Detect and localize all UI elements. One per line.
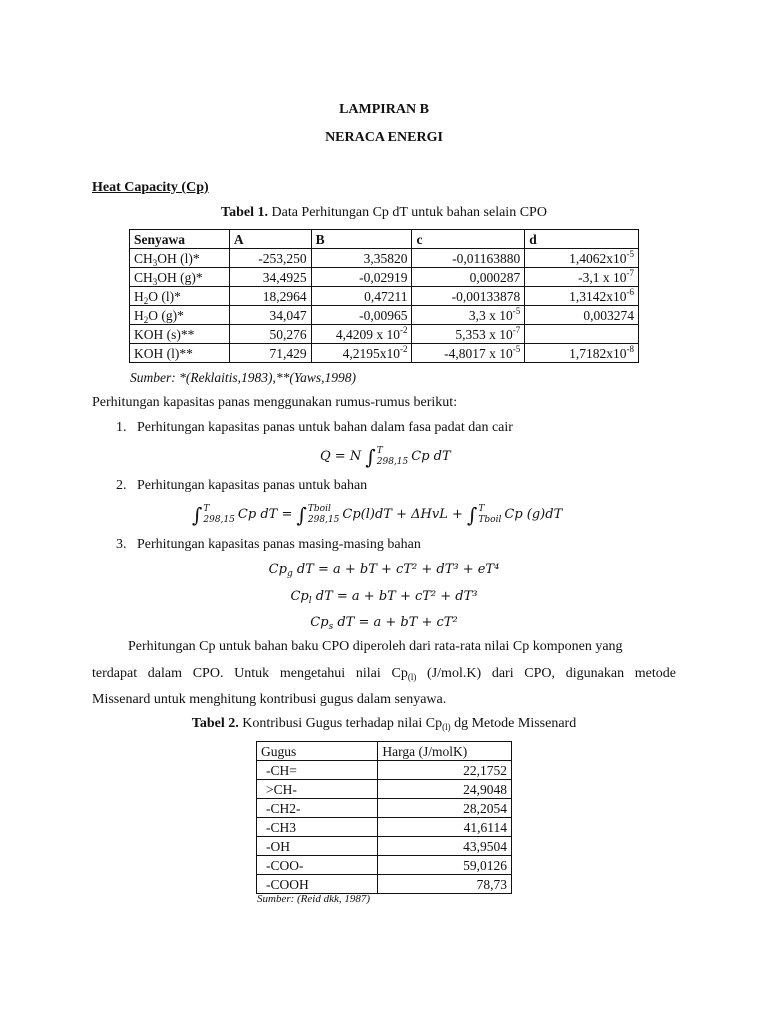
table-row bbox=[130, 249, 639, 268]
table-row bbox=[257, 799, 512, 818]
appendix-subtitle: NERACA ENERGI bbox=[325, 130, 443, 145]
table-cell: -0,00965 bbox=[311, 306, 412, 325]
table2-source: Sumber: (Reid dkk, 1987) bbox=[257, 893, 371, 905]
table1-caption-label: Tabel 1. bbox=[221, 205, 268, 220]
table-cell: 43,9504 bbox=[378, 837, 512, 856]
table-cell: 0,47211 bbox=[311, 287, 412, 306]
table-cell: 50,276 bbox=[229, 325, 311, 344]
equation-4: $Cp_l$ dT = a + bT + cT² + dT³ bbox=[290, 589, 478, 606]
table-cell: $H_2O$ (l)* bbox=[130, 287, 230, 306]
table1-header-senyawa: Senyawa bbox=[130, 230, 230, 249]
table-cell: $4,2195x10^{-2}$ bbox=[311, 344, 412, 363]
table-cell: $1,4062x10^{-5}$ bbox=[525, 249, 639, 268]
table-cell: -OH bbox=[257, 837, 378, 856]
table-cell: 5,353 x $10^{-7}$ bbox=[412, 325, 525, 344]
equation-1: Q = N ∫ T 298,15 Cp dT bbox=[320, 445, 451, 469]
table-row bbox=[257, 875, 512, 894]
table-cell: $CH_3OH$ (l)* bbox=[130, 249, 230, 268]
table-cell: 18,2964 bbox=[229, 287, 311, 306]
table-cell bbox=[525, 325, 639, 344]
paragraph-line: terdapat dalam CPO. Untuk mengetahui nilai $Cp_{(l)}$ (J/mol.K) dari CPO, digunakan metode bbox=[92, 666, 676, 682]
table-row bbox=[257, 856, 512, 875]
table-row bbox=[130, 344, 639, 363]
intro-text: Perhitungan kapasitas panas menggunakan rumus-rumus berikut: bbox=[92, 395, 458, 410]
table-cell: 24,9048 bbox=[378, 780, 512, 799]
table-cell: 78,73 bbox=[378, 875, 512, 894]
table-row bbox=[130, 325, 639, 344]
table-cell: $1,7182x10^{-8}$ bbox=[525, 344, 639, 363]
table-cell: $H_2O$ (g)* bbox=[130, 306, 230, 325]
table-cell: -3,1 x $10^{-7}$ bbox=[525, 268, 639, 287]
table-cell: -0,02919 bbox=[311, 268, 412, 287]
table-cell: 0,000287 bbox=[412, 268, 525, 287]
table-cell: -CH= bbox=[257, 761, 378, 780]
table2-header-harga: Harga (J/molK) bbox=[378, 742, 512, 761]
table-cell: 59,0126 bbox=[378, 856, 512, 875]
table1 bbox=[129, 229, 639, 363]
table-cell: >CH- bbox=[257, 780, 378, 799]
table1-caption-text: Data Perhitungan Cp dT untuk bahan selain CPO bbox=[268, 205, 547, 220]
table2-caption-label: Tabel 2. bbox=[191, 716, 239, 731]
table-cell: 34,047 bbox=[229, 306, 311, 325]
section-heading: Heat Capacity (Cp) bbox=[92, 180, 209, 195]
table-cell: 22,1752 bbox=[378, 761, 512, 780]
table-cell: -0,01163880 bbox=[412, 249, 525, 268]
table-cell: -COO- bbox=[257, 856, 378, 875]
list-item: 2. Perhitungan kapasitas panas untuk bahan bbox=[116, 478, 368, 493]
table-cell: KOH (l)** bbox=[130, 344, 230, 363]
appendix-title: LAMPIRAN B bbox=[339, 102, 429, 117]
table-cell: 4,4209 x $10^{-2}$ bbox=[311, 325, 412, 344]
list-item: 1. Perhitungan kapasitas panas untuk bahan dalam fasa padat dan cair bbox=[116, 420, 513, 435]
equation-5: $Cp_s$ dT = a + bT + cT² bbox=[310, 615, 458, 632]
table1-header-a: A bbox=[229, 230, 311, 249]
table-cell: 3,3 x $10^{-5}$ bbox=[412, 306, 525, 325]
table2-caption: Tabel 2. Kontribusi Gugus terhadap nilai $Cp_{(l)}$ dg Metode Missenard bbox=[191, 716, 577, 732]
table-row bbox=[130, 287, 639, 306]
equation-3: $Cp_g$ dT = a + bT + cT² + dT³ + eT⁴ bbox=[268, 562, 500, 579]
table-cell: -253,250 bbox=[229, 249, 311, 268]
table-cell: 0,003274 bbox=[525, 306, 639, 325]
table-cell: -4,8017 x $10^{-5}$ bbox=[412, 344, 525, 363]
equation-2: ∫ T 298,15 Cp dT = ∫ Tboil 298,15 Cp(l)dT + ΔHvL + ∫ T Tboil Cp (g)dT bbox=[192, 503, 563, 527]
table-cell: -CH2- bbox=[257, 799, 378, 818]
table1-caption bbox=[0, 205, 768, 221]
table-cell: 71,429 bbox=[229, 344, 311, 363]
table-cell: 28,2054 bbox=[378, 799, 512, 818]
table-row bbox=[257, 780, 512, 799]
table-row bbox=[130, 306, 639, 325]
table-cell: KOH (s)** bbox=[130, 325, 230, 344]
table1-header-c: c bbox=[412, 230, 525, 249]
table-cell: -CH3 bbox=[257, 818, 378, 837]
table2-header-row bbox=[257, 742, 512, 761]
table-cell: -COOH bbox=[257, 875, 378, 894]
table-row bbox=[130, 268, 639, 287]
table-cell: -0,00133878 bbox=[412, 287, 525, 306]
table2-header-gugus: Gugus bbox=[257, 742, 378, 761]
paragraph-line: Perhitungan Cp untuk bahan baku CPO diperoleh dari rata-rata nilai Cp komponen yang bbox=[128, 639, 623, 654]
table1-header-d: d bbox=[525, 230, 639, 249]
table-cell: $1,3142x10^{-6}$ bbox=[525, 287, 639, 306]
table-row bbox=[257, 761, 512, 780]
table-cell: 41,6114 bbox=[378, 818, 512, 837]
list-item: 3. Perhitungan kapasitas panas masing-masing bahan bbox=[116, 537, 421, 552]
table-cell: 3,35820 bbox=[311, 249, 412, 268]
table1-header-row bbox=[130, 230, 639, 249]
table-row bbox=[257, 818, 512, 837]
table-cell: 34,4925 bbox=[229, 268, 311, 287]
table-cell: $CH_3OH$ (g)* bbox=[130, 268, 230, 287]
table1-source: Sumber: *(Reklaitis,1983),**(Yaws,1998) bbox=[130, 370, 356, 385]
table1-header-b: B bbox=[311, 230, 412, 249]
table-row bbox=[257, 837, 512, 856]
paragraph-line: Missenard untuk menghitung kontribusi gugus dalam senyawa. bbox=[92, 692, 447, 707]
table2 bbox=[256, 741, 512, 894]
